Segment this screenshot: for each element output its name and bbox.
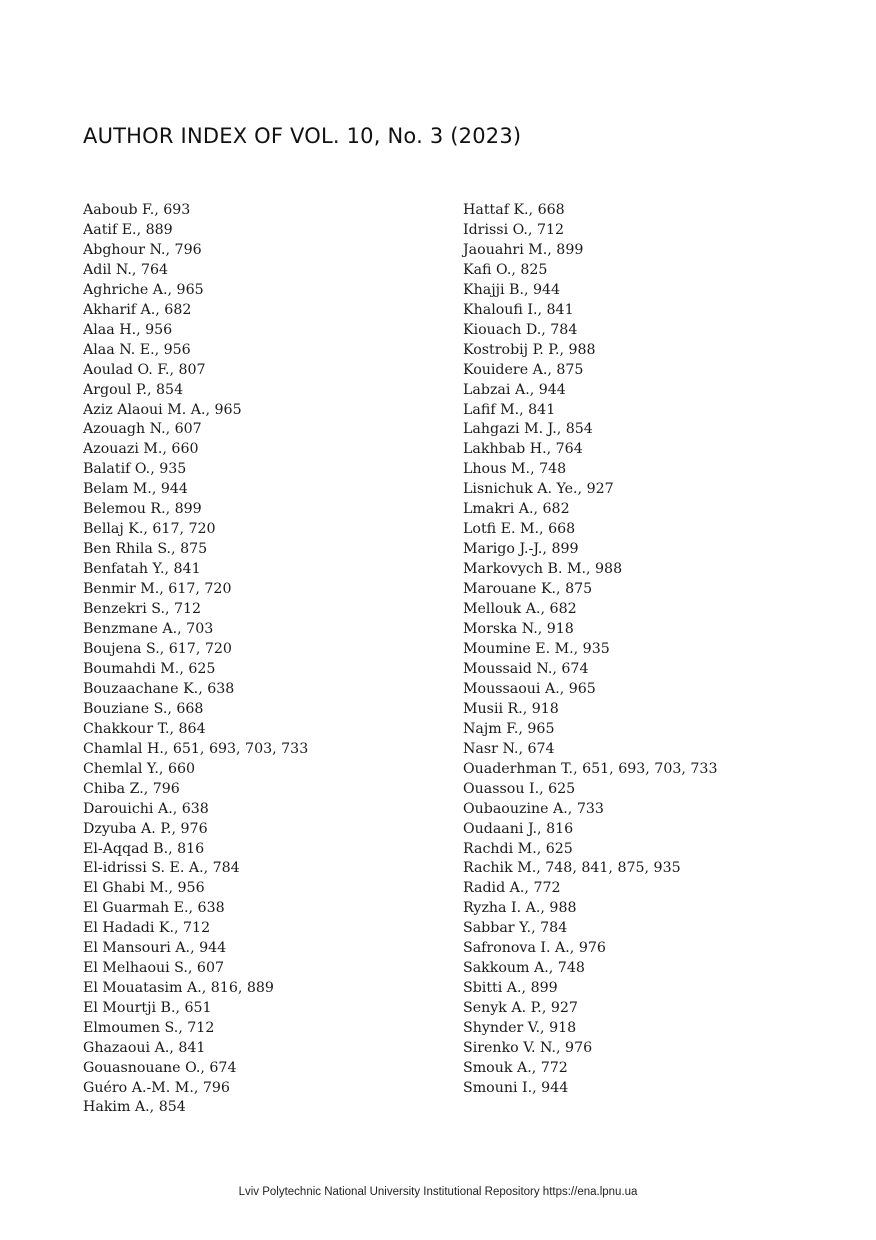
author-entry: Balatif O., 935 [83,461,187,478]
author-entry: Benzmane A., 703 [83,621,214,638]
author-entry: Chamlal H., 651, 693, 703, 733 [83,740,309,757]
author-entry: Kostrobij P. P., 988 [463,341,596,358]
author-entry: Alaa H., 956 [83,321,173,338]
author-entry: Dzyuba A. P., 976 [83,820,208,837]
author-entry: Chakkour T., 864 [83,720,206,737]
author-entry: Guéro A.-M. M., 796 [83,1079,230,1096]
author-entry: Aoulad O. F., 807 [83,361,206,378]
author-entry: Bouzaachane K., 638 [83,680,235,697]
author-entry: Benzekri S., 712 [83,601,202,618]
author-entry: Oubaouzine A., 733 [463,800,604,817]
author-entry: Lakhbab H., 764 [463,441,583,458]
author-entry: Azouazi M., 660 [83,441,199,458]
author-entry: Argoul P., 854 [83,381,184,398]
author-entry: Ryzha I. A., 988 [463,900,577,917]
author-entry: Smouni I., 944 [463,1079,569,1096]
author-entry: Musii R., 918 [463,700,559,717]
author-entry: Sirenko V. N., 976 [463,1040,593,1057]
author-entry: Hakim A., 854 [83,1098,186,1115]
author-entry: Benmir M., 617, 720 [83,581,232,598]
author-entry: Ghazaoui A., 841 [83,1040,206,1057]
author-entry: Aziz Alaoui M. A., 965 [83,401,242,418]
author-entry: Gouasnouane O., 674 [83,1059,237,1076]
author-entry: El-Aqqad B., 816 [83,840,205,857]
author-entry: Idrissi O., 712 [463,221,565,238]
author-entry: El Guarmah E., 638 [83,900,225,917]
author-entry: Senyk A. P., 927 [463,1000,578,1017]
author-entry: Chiba Z., 796 [83,780,180,797]
author-entry: El-idrissi S. E. A., 784 [83,860,240,877]
author-entry: Benfatah Y., 841 [83,561,201,578]
author-entry: Lmakri A., 682 [463,501,570,518]
author-entry: Boumahdi M., 625 [83,660,216,677]
author-entry: Kafi O., 825 [463,261,548,278]
author-entry: Moumine E. M., 935 [463,640,610,657]
author-entry: Sakkoum A., 748 [463,960,585,977]
author-entry: Khajji B., 944 [463,281,561,298]
page-title: AUTHOR INDEX OF VOL. 10, No. 3 (2023) [83,124,522,148]
author-entry: Najm F., 965 [463,720,555,737]
author-entry: El Hadadi K., 712 [83,920,211,937]
author-entry: Belemou R., 899 [83,501,202,518]
author-entry: Ben Rhila S., 875 [83,541,208,558]
author-entry: Marouane K., 875 [463,581,593,598]
author-entry: Morska N., 918 [463,621,574,638]
author-entry: Abghour N., 796 [83,241,202,258]
author-index-left-column [83,201,308,1115]
author-entry: Shynder V., 918 [463,1020,577,1037]
author-entry: Ouassou I., 625 [463,780,576,797]
author-entry: Darouichi A., 638 [83,800,209,817]
author-entry: Sbitti A., 899 [463,980,558,997]
author-entry: Nasr N., 674 [463,740,555,757]
author-entry: Belam M., 944 [83,481,188,498]
author-entry: Lahgazi M. J., 854 [463,421,593,438]
author-entry: Markovych B. M., 988 [463,561,623,578]
author-entry: Safronova I. A., 976 [463,940,606,957]
author-entry: Chemlal Y., 660 [83,760,196,777]
author-entry: Aghriche A., 965 [83,281,204,298]
author-entry: Lotfi E. M., 668 [463,521,576,538]
author-entry: Alaa N. E., 956 [83,341,191,358]
author-entry: El Melhaoui S., 607 [83,960,225,977]
author-entry: Bouziane S., 668 [83,700,204,717]
author-entry: Rachik M., 748, 841, 875, 935 [463,860,681,877]
repository-footer-text: Lviv Polytechnic National University Institutional Repository https://ena.lpnu.ua [238,1186,638,1198]
author-entry: Lafif M., 841 [463,401,556,418]
author-entry: Oudaani J., 816 [463,820,574,837]
author-entry: Kouidere A., 875 [463,361,584,378]
author-entry: Moussaid N., 674 [463,660,589,677]
author-entry: Marigo J.-J., 899 [463,541,579,558]
author-entry: Sabbar Y., 784 [463,920,568,937]
author-entry: Boujena S., 617, 720 [83,640,232,657]
author-index-right-column [463,201,717,1099]
author-entry: Jaouahri M., 899 [463,241,584,258]
author-entry: Bellaj K., 617, 720 [83,521,216,538]
author-entry: Aaboub F., 693 [83,202,191,218]
author-entry: Kiouach D., 784 [463,321,578,338]
author-entry: Ouaderhman T., 651, 693, 703, 733 [463,760,718,777]
author-entry: Lhous M., 748 [463,461,567,478]
author-entry: Azouagh N., 607 [83,421,202,438]
author-entry: Mellouk A., 682 [463,601,577,618]
author-entry: Moussaoui A., 965 [463,680,596,697]
author-entry: El Mouatasim A., 816, 889 [83,980,274,997]
author-entry: Aatif E., 889 [83,221,173,238]
author-entry: Akharif A., 682 [83,301,192,318]
author-entry: Radid A., 772 [463,880,561,897]
author-entry: Elmoumen S., 712 [83,1020,215,1037]
author-entry: Lisnichuk A. Ye., 927 [463,481,614,498]
author-entry: Hattaf K., 668 [463,202,565,218]
author-entry: Labzai A., 944 [463,381,566,398]
author-entry: Khaloufi I., 841 [463,301,574,318]
author-entry: Smouk A., 772 [463,1059,568,1076]
page-footer [0,1186,876,1198]
author-entry: Adil N., 764 [83,261,169,278]
author-entry: Rachdi M., 625 [463,840,573,857]
author-entry: El Mansouri A., 944 [83,940,227,957]
author-entry: El Mourtji B., 651 [83,1000,212,1017]
author-entry: El Ghabi M., 956 [83,880,205,897]
